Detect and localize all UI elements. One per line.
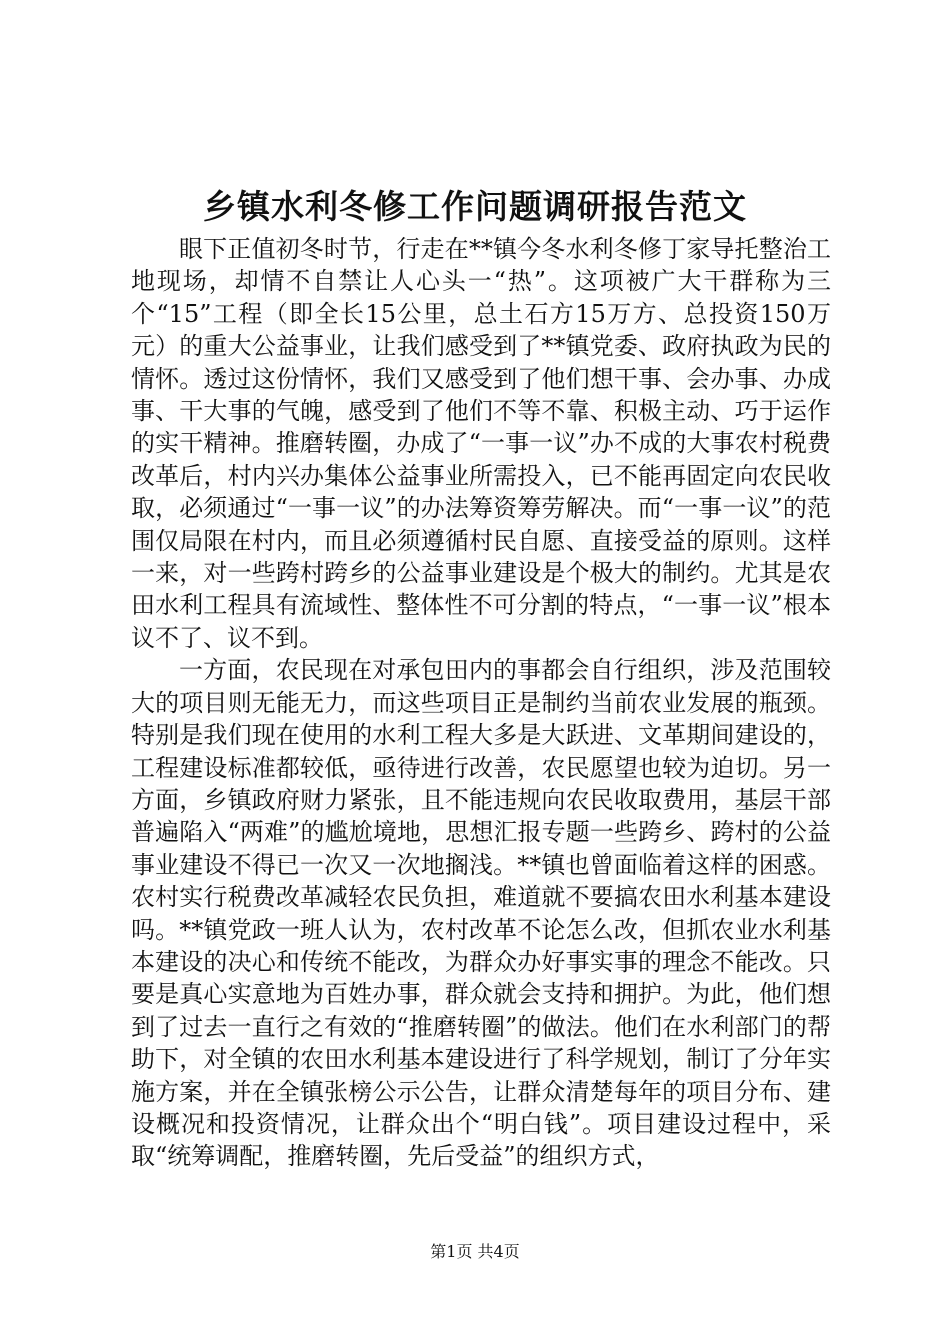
paragraph-1: 眼下正值初冬时节，行走在**镇今冬水利冬修丁家导托整治工地现场，却情不自禁让人心头一“热”。这项被广大干群称为三个“15”工程（即全长15公里，总土石方15万方、总投资150万元）的重大公益事业，让我们感受到了**镇党委、政府执政为民的情怀。透过这份情怀，我们又感受到了他们想干事、会办事、办成事、干大事的气魄，感受到了他们不等不靠、积极主动、巧于运作的实干精神。推磨转圈，办成了“一事一议”办不成的大事农村税费改革后，村内兴办集体公益事业所需投入，已不能再固定向农民收取，必须通过“一事一议”的办法筹资筹劳解决。而“一事一议”的范围仅局限在村内，而且必须遵循村民自愿、直接受益的原则。这样一来，对一些跨村跨乡的公益事业建设是个极大的制约。尤其是农田水利工程具有流域性、整体性不可分割的特点，“一事一议”根本议不了、议不到。	[131, 235, 831, 652]
paragraph-2: 一方面，农民现在对承包田内的事都会自行组织，涉及范围较大的项目则无能无力，而这些项目正是制约当前农业发展的瓶颈。特别是我们现在使用的水利工程大多是大跃进、文革期间建设的，工程建设标准都较低，亟待进行改善，农民愿望也较为迫切。另一方面，乡镇政府财力紧张，且不能违规向农民收取费用，基层干部普遍陷入“两难”的尴尬境地，思想汇报专题一些跨乡、跨村的公益事业建设不得已一次又一次地搁浅。**镇也曾面临着这样的困惑。农村实行税费改革减轻农民负担，难道就不要搞农田水利基本建设吗。**镇党政一班人认为，农村改革不论怎么改，但抓农业水利基本建设的决心和传统不能改，为群众办好事实事的理念不能改。只要是真心实意地为百姓办事，群众就会支持和拥护。为此，他们想到了过去一直行之有效的“推磨转圈”的做法。他们在水利部门的帮助下，对全镇的农田水利基本建设进行了科学规划，制订了分年实施方案，并在全镇张榜公示公告，让群众清楚每年的项目分布、建设概况和投资情况，让群众出个“明白钱”。项目建设过程中，采取“统筹调配，推磨转圈，先后受益”的组织方式，	[131, 656, 831, 1171]
document-body	[131, 233, 831, 1173]
page-footer: 第1页 共4页	[430, 1242, 520, 1261]
document-title: 乡镇水利冬修工作问题调研报告范文	[203, 187, 747, 226]
